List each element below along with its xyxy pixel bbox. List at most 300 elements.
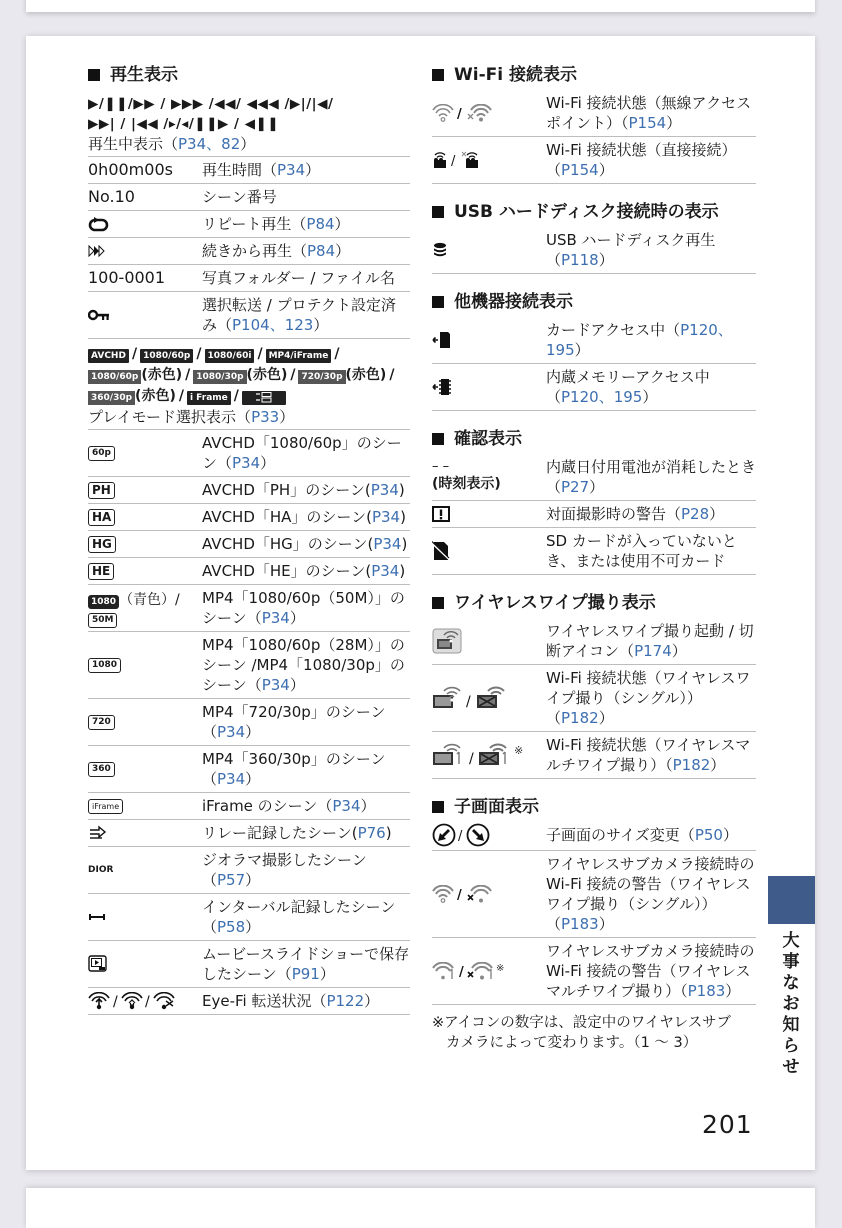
- play-mode-line-3: 360/30p (赤色) / i Frame /: [88, 386, 410, 407]
- description: [202, 507, 410, 527]
- description: [202, 702, 410, 742]
- svg-text:/: /: [459, 965, 464, 980]
- symbol: [432, 104, 546, 122]
- page-link[interactable]: P34: [277, 161, 306, 179]
- page-link[interactable]: P34、82: [178, 135, 241, 153]
- table-row: [432, 501, 756, 528]
- manual-page: [26, 36, 815, 1170]
- wifi-access-point-icon: [432, 104, 492, 122]
- table-row: [88, 793, 410, 820]
- symbol: [88, 825, 202, 841]
- description: [202, 749, 410, 789]
- desc-text: インターバル記録したシーン（: [202, 898, 396, 936]
- table-row: [88, 894, 410, 941]
- play-mode-block: [88, 339, 410, 430]
- svg-text:/: /: [469, 751, 474, 767]
- desc-end: ): [399, 562, 406, 580]
- desc-text: 選択転送 / プロテクト設定済み（: [202, 296, 396, 334]
- desc-end: ）: [589, 478, 605, 496]
- page-link[interactable]: P76: [357, 824, 386, 842]
- play-mode-line-1: AVCHD / 1080/60p / 1080/60i / MP4/iFrame /: [88, 344, 410, 365]
- svg-text:/: /: [458, 829, 463, 844]
- svg-text:※: ※: [496, 963, 505, 974]
- desc-end: ）: [245, 770, 261, 788]
- key-protect-icon: [88, 309, 110, 321]
- symbol: No.10: [88, 187, 135, 206]
- table-row: [88, 699, 410, 746]
- desc-text: Wi-Fi 接続状態（ワイヤレスワイプ撮り（シングル））（: [546, 669, 751, 727]
- table-row: [432, 665, 756, 732]
- caption-text: プレイモード選択表示（: [88, 408, 252, 426]
- desc-text: 内蔵メモリーアクセス中（: [546, 368, 710, 406]
- desc-end: ）: [598, 251, 614, 269]
- description: [202, 214, 410, 234]
- time-display-label: (時刻表示): [432, 476, 501, 492]
- face-to-face-warning-icon: [432, 506, 450, 522]
- desc-text: リレー記録したシーン(: [202, 824, 358, 842]
- desc-text: 続きから再生（: [202, 242, 308, 260]
- mode-badge-iframe: i Frame: [187, 391, 231, 405]
- table-row: [432, 851, 756, 938]
- desc-end: ): [385, 824, 392, 842]
- description: [546, 621, 756, 661]
- page-link[interactable]: P27: [561, 478, 590, 496]
- movie-slideshow-icon: [88, 955, 108, 973]
- time-dash: – –: [432, 459, 450, 474]
- table-row: [88, 941, 410, 988]
- symbol: [88, 563, 202, 580]
- table-row: [88, 184, 410, 211]
- desc-end: ）: [722, 826, 738, 844]
- table-row: [432, 618, 756, 665]
- diorama-label: DIOR: [88, 865, 114, 875]
- desc-end: ）: [313, 316, 329, 334]
- badge-60p: 60p: [88, 446, 115, 461]
- desc-end: ）: [289, 676, 305, 694]
- table-row: [88, 238, 410, 265]
- table-row: [88, 585, 410, 632]
- red-label: (赤色): [345, 367, 387, 383]
- desc-end: ）: [335, 242, 351, 260]
- desc-end: ）: [710, 756, 726, 774]
- section-title-text: 子画面表示: [454, 797, 539, 817]
- section-title-text: 確認表示: [454, 429, 522, 449]
- table-row: [432, 732, 756, 779]
- page-link[interactable]: P154: [561, 161, 599, 179]
- desc-text: Wi-Fi 接続状態（無線アクセスポイント）（: [546, 94, 752, 132]
- symbol: 0h00m00s: [88, 160, 173, 179]
- description: [546, 504, 756, 524]
- mode-badge-mp4-iframe: MP4/iFrame: [266, 349, 332, 363]
- table-row: [88, 820, 410, 847]
- page-link[interactable]: P34: [373, 535, 402, 553]
- description: [546, 230, 756, 270]
- table-row: [432, 938, 756, 1005]
- desc-end: ）: [245, 918, 261, 936]
- description: [546, 825, 756, 845]
- table-row: [432, 364, 756, 411]
- description: シーン番号: [202, 188, 277, 206]
- table-row: [88, 558, 410, 585]
- sub-camera-multi-wifi-warning-icon: [432, 962, 512, 980]
- table-row: [432, 90, 756, 137]
- page-link[interactable]: P118: [561, 251, 599, 269]
- desc-text: Wi-Fi 接続状態（直接接続）（: [546, 141, 737, 179]
- mode-badge-1080-60p-red: 1080/60p: [88, 370, 141, 384]
- table-row: [88, 988, 410, 1015]
- section-title-text: 再生表示: [110, 65, 178, 85]
- description: [546, 941, 756, 1001]
- mode-badge-720-30p-red: 720/30p: [298, 370, 345, 384]
- list-icon: [256, 392, 272, 403]
- badge-ha: HA: [88, 509, 115, 526]
- table-row: [88, 531, 410, 558]
- desc-end: ）: [709, 505, 725, 523]
- page-link[interactable]: P183: [687, 982, 726, 1000]
- wireless-wipe-toggle-icon: [432, 628, 462, 654]
- symbol: [88, 799, 202, 814]
- desc-end: ）: [334, 215, 350, 233]
- symbol: [88, 509, 202, 526]
- symbol: [88, 309, 202, 321]
- desc-text: AVCHD「PH」のシーン(: [202, 481, 371, 499]
- page-link[interactable]: P120、195: [546, 321, 733, 359]
- desc-text: AVCHD「1080/60p」のシーン（: [202, 434, 402, 472]
- page-link[interactable]: P182: [561, 709, 599, 727]
- subscreen-resize-icon: [432, 823, 502, 847]
- symbol: [88, 913, 202, 921]
- desc-end: ）: [319, 965, 335, 983]
- wipe-multi-wifi-icon: [432, 742, 532, 768]
- page-link[interactable]: P34: [332, 797, 361, 815]
- description: [202, 433, 410, 473]
- section-title-subscreen: [432, 796, 756, 818]
- description: [202, 241, 410, 261]
- description: [546, 735, 756, 775]
- chapter-tab[interactable]: [768, 876, 815, 924]
- symbol: [88, 482, 202, 499]
- page-link[interactable]: P57: [217, 871, 246, 889]
- desc-end: ): [398, 481, 405, 499]
- desc-end: ): [401, 535, 408, 553]
- table-row: [432, 137, 756, 184]
- red-label: (赤色): [246, 367, 288, 383]
- symbol: 100-0001: [88, 268, 166, 287]
- caption-text: 再生中表示（: [88, 135, 179, 153]
- desc-text: カードアクセス中（: [546, 321, 681, 339]
- sub-camera-wifi-warning-icon: [432, 885, 492, 903]
- description: [202, 561, 410, 581]
- description: [202, 944, 410, 984]
- badge-iframe: iFrame: [88, 799, 123, 814]
- description: [202, 635, 410, 695]
- red-label: (赤色): [141, 367, 183, 383]
- mode-badge-list-icon: [242, 391, 286, 405]
- symbol: [88, 955, 202, 973]
- description: [546, 668, 756, 728]
- svg-text:/: /: [457, 888, 462, 903]
- table-row: [432, 528, 756, 575]
- section-title-confirm: [432, 428, 756, 450]
- symbol: [432, 628, 546, 654]
- description: [202, 534, 410, 554]
- page-link[interactable]: P84: [307, 242, 336, 260]
- svg-text:/: /: [145, 994, 150, 1010]
- description: [546, 140, 756, 180]
- section-title-device: [432, 291, 756, 313]
- footnote-line-2: カメラによって変わります。（1 ～ 3）: [446, 1035, 698, 1051]
- symbol: [88, 860, 202, 880]
- symbol: [432, 885, 546, 903]
- desc-text: ワイヤレスサブカメラ接続時の Wi-Fi 接続の警告（ワイヤレスマルチワイプ撮り）（: [546, 942, 755, 1000]
- table-row: [432, 227, 756, 274]
- desc-end: ）: [245, 723, 261, 741]
- symbol: [88, 658, 202, 673]
- page-link[interactable]: P50: [694, 826, 723, 844]
- symbol: [432, 506, 546, 522]
- symbol: [88, 589, 202, 628]
- playback-glyphs-line-1: ▶/❚❚/▶▶ / ▶▶▶ /◀◀/ ◀◀◀ /▶|/|◀/: [88, 96, 334, 112]
- desc-text: ワイヤレスサブカメラ接続時の Wi-Fi 接続の警告（ワイヤレスワイプ撮り（シングル））（: [546, 855, 755, 933]
- right-column: [432, 64, 756, 1053]
- desc-text: MP4「1080/60p（28M）」のシーン /MP4「1080/30p」のシーン（: [202, 636, 405, 694]
- desc-end: ）: [598, 915, 614, 933]
- description: [202, 796, 410, 816]
- square-bullet-icon: [432, 597, 444, 609]
- previous-page-edge: [26, 0, 815, 12]
- symbol: [432, 685, 546, 711]
- desc-text: 再生時間（: [202, 161, 278, 179]
- table-row: [88, 157, 410, 184]
- desc-text: ワイヤレスワイプ撮り起動 / 切断アイコン（: [546, 622, 754, 660]
- section-title-wifi: [432, 64, 756, 86]
- desc-text: AVCHD「HG」のシーン(: [202, 535, 374, 553]
- no-sd-card-icon: [432, 541, 450, 561]
- desc-end: ）: [725, 982, 741, 1000]
- description: SD カードが入っていないとき、または使用不可カード: [546, 532, 737, 570]
- desc-end: ）: [671, 642, 687, 660]
- footnote: [432, 1013, 756, 1053]
- desc-end: ）: [598, 709, 614, 727]
- mode-badge-360-30p-red: 360/30p: [88, 391, 135, 405]
- description: [202, 480, 410, 500]
- page-link[interactable]: P28: [681, 505, 710, 523]
- desc-end: ): [400, 508, 406, 526]
- description: [202, 850, 410, 890]
- page-link[interactable]: P34: [232, 454, 261, 472]
- section-title-usb: [432, 201, 756, 223]
- symbol: [432, 460, 546, 494]
- symbol: [88, 536, 202, 553]
- desc-text: MP4「1080/60p（50M）」のシーン（: [202, 589, 405, 627]
- description: [202, 991, 410, 1011]
- page-link[interactable]: P104、123: [232, 316, 314, 334]
- desc-end: ）: [305, 161, 321, 179]
- description: [202, 823, 410, 843]
- page-link[interactable]: P122: [326, 992, 365, 1010]
- desc-text: USB ハードディスク再生（: [546, 231, 716, 269]
- table-row: [432, 820, 756, 851]
- symbol: [432, 541, 546, 561]
- description: [202, 588, 410, 628]
- mode-badge-1080-60i: 1080/60i: [205, 349, 255, 363]
- square-bullet-icon: [432, 801, 444, 813]
- symbol: [88, 992, 202, 1010]
- table-row: [88, 292, 410, 339]
- table-row: [88, 746, 410, 793]
- table-row: [88, 211, 410, 238]
- symbol: [432, 331, 546, 349]
- desc-end: ）: [642, 388, 658, 406]
- page-link[interactable]: P183: [561, 915, 599, 933]
- wipe-single-wifi-icon: [432, 685, 512, 711]
- description: [546, 320, 756, 360]
- symbol: [432, 742, 546, 768]
- table-row: [88, 504, 410, 531]
- usb-hdd-icon: [432, 242, 448, 258]
- desc-text: iFrame のシーン（: [202, 797, 333, 815]
- desc-text: ムービースライドショーで保存したシーン（: [202, 945, 410, 983]
- table-row: [88, 847, 410, 894]
- section-title-playback: [88, 64, 410, 86]
- section-title-wipe: [432, 592, 756, 614]
- badge-he: HE: [88, 563, 114, 580]
- playback-glyphs-line-2: ▶▶| / |◀◀ /▸/◂/❚❚▶ / ◀❚❚: [88, 116, 280, 132]
- square-bullet-icon: [432, 69, 444, 81]
- wifi-direct-icon: [432, 150, 488, 170]
- page-link[interactable]: P34: [217, 723, 246, 741]
- eye-fi-icon: [88, 992, 180, 1010]
- desc-end: ）: [260, 454, 276, 472]
- desc-end: ）: [574, 341, 590, 359]
- badge-360: 360: [88, 762, 115, 777]
- symbol: [432, 962, 546, 980]
- blue-label: （青色）/: [119, 591, 180, 608]
- desc-end: ）: [245, 871, 261, 889]
- page-link[interactable]: P34: [261, 676, 290, 694]
- badge-720: 720: [88, 715, 115, 730]
- svg-text:/: /: [113, 994, 118, 1010]
- table-row: [88, 265, 410, 292]
- table-row: [432, 317, 756, 364]
- symbol: [88, 245, 202, 257]
- svg-text:/: /: [457, 107, 462, 122]
- red-label: (赤色): [135, 388, 176, 404]
- svg-text:/: /: [451, 154, 456, 169]
- desc-text: AVCHD「HA」のシーン(: [202, 508, 372, 526]
- svg-text:/: /: [466, 694, 471, 710]
- table-row: [88, 430, 410, 477]
- page-link[interactable]: P34: [217, 770, 246, 788]
- page-link[interactable]: P58: [217, 918, 246, 936]
- symbol: [432, 150, 546, 170]
- symbol: [432, 378, 546, 396]
- square-bullet-icon: [432, 206, 444, 218]
- square-bullet-icon: [432, 433, 444, 445]
- section-title-text: USB ハードディスク接続時の表示: [454, 202, 719, 222]
- page-link[interactable]: P120、195: [561, 388, 643, 406]
- symbol: [88, 715, 202, 730]
- section-title-text: 他機器接続表示: [454, 292, 573, 312]
- relay-record-icon: [88, 825, 108, 841]
- description: [546, 93, 756, 133]
- desc-text: Wi-Fi 接続状態（ワイヤレスマルチワイプ撮り）（: [546, 736, 751, 774]
- description: [202, 160, 410, 180]
- desc-end: ）: [364, 992, 380, 1010]
- page-link[interactable]: P33: [251, 408, 280, 426]
- play-mode-caption: [88, 407, 410, 427]
- mode-badge-avchd: AVCHD: [88, 349, 129, 363]
- square-bullet-icon: [432, 296, 444, 308]
- page-link[interactable]: P34: [371, 508, 401, 526]
- page-link[interactable]: P91: [291, 965, 320, 983]
- description: [202, 295, 410, 335]
- description: [202, 897, 410, 937]
- page-link[interactable]: P154: [628, 114, 667, 132]
- table-row: [432, 454, 756, 501]
- page-link[interactable]: P174: [634, 642, 672, 660]
- left-column: [88, 64, 410, 1015]
- section-title-text: ワイヤレスワイプ撮り表示: [454, 593, 656, 613]
- card-access-icon: [432, 331, 452, 349]
- badge-1080: 1080: [88, 658, 121, 673]
- mode-badge-1080-60p: 1080/60p: [140, 349, 193, 363]
- chapter-tab-label: 大事なお知らせ: [782, 931, 800, 1077]
- desc-end: ）: [289, 609, 305, 627]
- description: 写真フォルダー / ファイル名: [202, 269, 395, 287]
- description: [546, 367, 756, 407]
- desc-text: 対面撮影時の警告（: [546, 505, 682, 523]
- footnote-line-1: ※アイコンの数字は、設定中のワイヤレスサブ: [432, 1015, 731, 1031]
- desc-end: ）: [666, 114, 682, 132]
- square-bullet-icon: [88, 69, 100, 81]
- badge-50m: 50M: [88, 613, 117, 628]
- badge-1080-blue: 1080: [88, 595, 119, 609]
- playback-glyph-caption: [88, 134, 410, 157]
- symbol: [88, 762, 202, 777]
- desc-text: 内蔵日付用電池が消耗したとき（: [546, 458, 757, 496]
- table-row: [88, 632, 410, 699]
- desc-text: MP4「720/30p」のシーン（: [202, 703, 386, 741]
- mode-badge-1080-30p-red: 1080/30p: [193, 370, 246, 384]
- page-link[interactable]: P34: [371, 562, 400, 580]
- caption-end: ）: [240, 135, 256, 153]
- page-link[interactable]: P84: [306, 215, 335, 233]
- badge-ph: PH: [88, 482, 115, 499]
- page-link[interactable]: P34: [370, 481, 399, 499]
- desc-end: ）: [598, 161, 614, 179]
- symbol: [432, 823, 546, 847]
- symbol: [432, 242, 546, 258]
- page-link[interactable]: P182: [672, 756, 711, 774]
- badge-hg: HG: [88, 536, 116, 553]
- next-page-edge: [26, 1188, 815, 1228]
- svg-text:※: ※: [514, 744, 524, 757]
- desc-text: MP4「360/30p」のシーン（: [202, 750, 386, 788]
- desc-text: ジオラマ撮影したシーン（: [202, 851, 367, 889]
- resume-play-icon: [88, 245, 108, 257]
- section-title-text: Wi-Fi 接続表示: [454, 65, 577, 85]
- desc-text: リピート再生（: [202, 215, 307, 233]
- interval-icon: [88, 913, 106, 921]
- internal-memory-access-icon: [432, 378, 452, 396]
- desc-text: Eye-Fi 転送状況（: [202, 992, 327, 1010]
- symbol: [88, 216, 202, 232]
- symbol: [88, 446, 202, 461]
- description: [546, 854, 756, 934]
- page-link[interactable]: P34: [261, 609, 290, 627]
- repeat-icon: [88, 216, 110, 232]
